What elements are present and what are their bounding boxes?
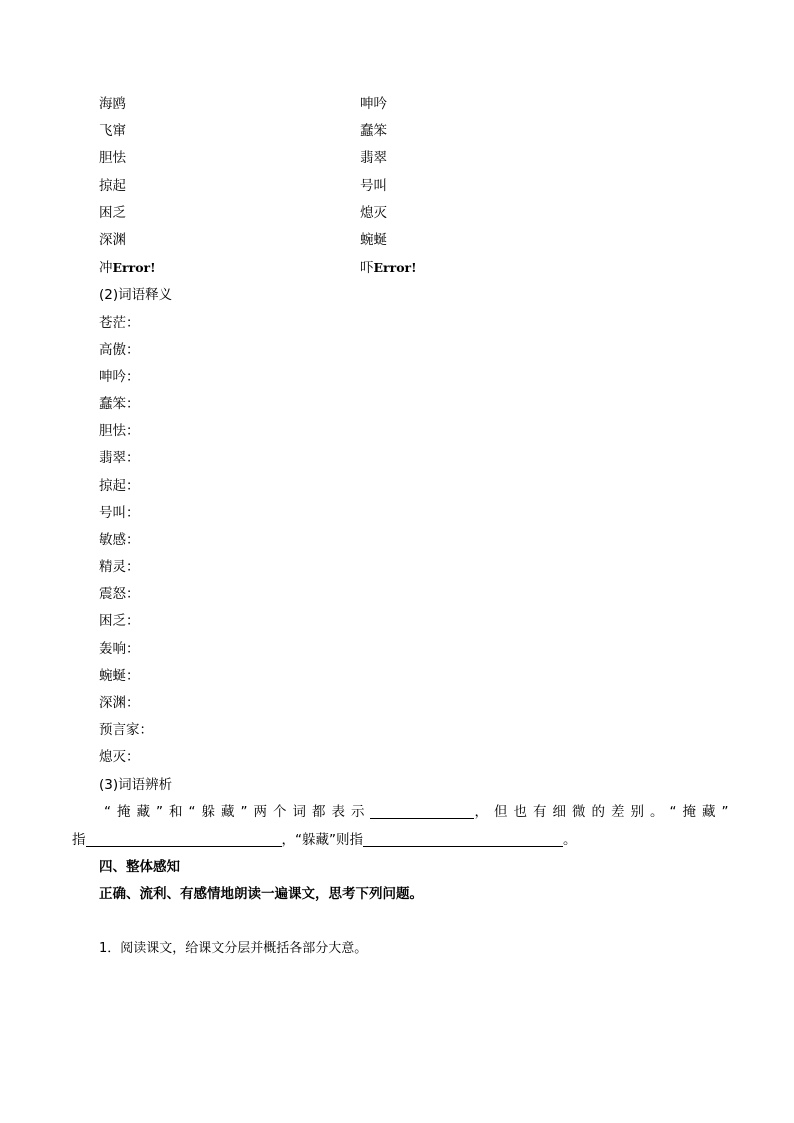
analysis-line-1: “掩藏”和“躲藏”两个词都表示 ，但也有细微的差别。“掩藏”: [104, 804, 735, 820]
word-left-2: 飞窜: [99, 123, 126, 139]
word-left-4: 掠起: [99, 178, 126, 194]
definition-item: 掠起：: [99, 478, 140, 494]
word-left-3: 胆怯: [99, 150, 126, 166]
error-text: Error!: [373, 260, 417, 275]
answer-blank[interactable]: [86, 832, 282, 847]
definition-item: 蠢笨：: [99, 396, 140, 412]
definition-item: 呻吟：: [99, 369, 140, 385]
definition-item: 困乏：: [99, 613, 140, 629]
definition-item: 预言家：: [99, 722, 153, 738]
word-right-2: 蠢笨: [360, 123, 387, 139]
question-1: 1．阅读课文，给课文分层并概括各部分大意。: [99, 941, 368, 956]
section-heading-overall: 四、整体感知: [99, 859, 180, 875]
word-right-5: 熄灭: [360, 205, 387, 221]
word-right-1: 呻吟: [360, 96, 387, 112]
definition-item: 号叫：: [99, 505, 140, 521]
section-title-definitions: (2)词语释义: [99, 287, 173, 303]
definition-item: 高傲：: [99, 342, 140, 358]
definition-item: 翡翠：: [99, 450, 140, 466]
definition-item: 胆怯：: [99, 423, 140, 439]
word-left-7: 冲Error!: [99, 260, 156, 276]
definition-item: 轰响：: [99, 641, 140, 657]
definition-item: 熄灭：: [99, 749, 140, 765]
word-right-6: 蜿蜒: [360, 232, 387, 248]
definition-item: 蜿蜒：: [99, 668, 140, 684]
word-left-6: 深渊: [99, 232, 126, 248]
word-left-5: 困乏: [99, 205, 126, 221]
section-instruction: 正确、流利、有感情地朗读一遍课文，思考下列问题。: [99, 886, 423, 902]
error-text: Error!: [112, 260, 156, 275]
section-title-analysis: (3)词语辨析: [99, 777, 173, 793]
definition-item: 苍茫：: [99, 315, 140, 331]
word-right-3: 翡翠: [360, 150, 387, 166]
definition-item: 敏感：: [99, 532, 140, 548]
word-left-1: 海鸥: [99, 96, 126, 112]
answer-blank[interactable]: [363, 832, 563, 847]
definition-item: 震怒：: [99, 586, 140, 602]
word-right-7: 吓Error!: [360, 260, 417, 276]
answer-blank[interactable]: [370, 804, 474, 819]
analysis-line-2: 指 ，“躲藏”则指 。: [72, 832, 577, 848]
definition-item: 深渊：: [99, 695, 140, 711]
definition-item: 精灵：: [99, 559, 140, 575]
word-right-4: 号叫: [360, 178, 387, 194]
